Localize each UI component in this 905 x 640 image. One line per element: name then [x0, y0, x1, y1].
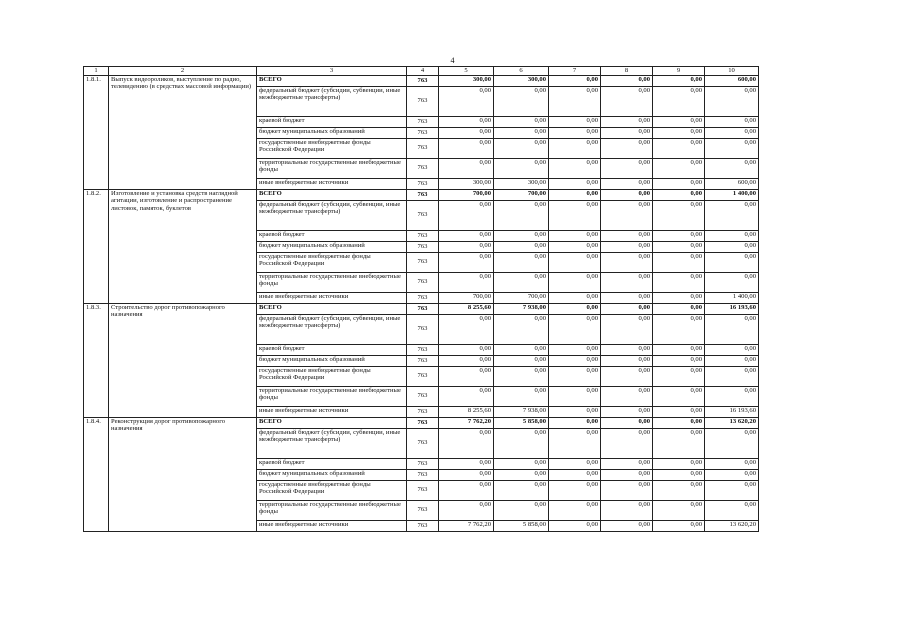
- funding-source: государственные внебюджетные фонды Российской Федерации: [257, 138, 407, 158]
- funding-source: государственные внебюджетные фонды Российской Федерации: [257, 366, 407, 386]
- amount-cell: 16 193,60: [705, 406, 759, 417]
- amount-cell: 0,00: [601, 303, 653, 314]
- funding-source: ВСЕГО: [257, 303, 407, 314]
- amount-cell: 0,00: [653, 200, 705, 230]
- budget-code: 763: [407, 230, 439, 241]
- amount-cell: 0,00: [439, 158, 494, 178]
- amount-cell: 0,00: [653, 417, 705, 428]
- item-name: Строительство дорог противопожарного назначения: [109, 303, 257, 417]
- amount-cell: 0,00: [439, 469, 494, 480]
- funding-source: федеральный бюджет (субсидии, субвенции, иные межбюджетные трансферты): [257, 428, 407, 458]
- funding-source: государственные внебюджетные фонды Российской Федерации: [257, 252, 407, 272]
- amount-cell: 0,00: [494, 252, 549, 272]
- budget-code: 763: [407, 241, 439, 252]
- amount-cell: 300,00: [439, 178, 494, 189]
- amount-cell: 0,00: [549, 520, 601, 531]
- amount-cell: 0,00: [705, 344, 759, 355]
- amount-cell: 0,00: [494, 428, 549, 458]
- amount-cell: 0,00: [439, 252, 494, 272]
- budget-code: 763: [407, 366, 439, 386]
- budget-code: 763: [407, 406, 439, 417]
- funding-source: государственные внебюджетные фонды Российской Федерации: [257, 480, 407, 500]
- budget-code: 763: [407, 272, 439, 292]
- amount-cell: 0,00: [653, 303, 705, 314]
- funding-source: территориальные государственные внебюджетные фонды: [257, 158, 407, 178]
- col-header: 9: [653, 67, 705, 76]
- budget-code: 763: [407, 86, 439, 116]
- amount-cell: 0,00: [653, 75, 705, 86]
- budget-code: 763: [407, 386, 439, 406]
- amount-cell: 0,00: [549, 158, 601, 178]
- amount-cell: 0,00: [439, 138, 494, 158]
- amount-cell: 0,00: [601, 230, 653, 241]
- amount-cell: 0,00: [601, 344, 653, 355]
- table-body: [84, 67, 759, 532]
- amount-cell: 700,00: [439, 292, 494, 303]
- amount-cell: 0,00: [601, 469, 653, 480]
- amount-cell: 0,00: [601, 417, 653, 428]
- amount-cell: 0,00: [439, 480, 494, 500]
- budget-code: 763: [407, 252, 439, 272]
- budget-code: 763: [407, 458, 439, 469]
- amount-cell: 0,00: [549, 386, 601, 406]
- amount-cell: 0,00: [494, 355, 549, 366]
- amount-cell: 0,00: [549, 127, 601, 138]
- budget-table: [83, 66, 759, 532]
- funding-source: федеральный бюджет (субсидии, субвенции, иные межбюджетные трансферты): [257, 314, 407, 344]
- budget-code: 763: [407, 303, 439, 314]
- amount-cell: 0,00: [549, 355, 601, 366]
- amount-cell: 0,00: [439, 200, 494, 230]
- amount-cell: 0,00: [494, 366, 549, 386]
- amount-cell: 0,00: [705, 386, 759, 406]
- amount-cell: 0,00: [494, 500, 549, 520]
- amount-cell: 0,00: [439, 314, 494, 344]
- amount-cell: 0,00: [439, 127, 494, 138]
- amount-cell: 0,00: [601, 292, 653, 303]
- amount-cell: 0,00: [705, 355, 759, 366]
- amount-cell: 0,00: [494, 314, 549, 344]
- amount-cell: 0,00: [549, 406, 601, 417]
- amount-cell: 13 620,20: [705, 520, 759, 531]
- budget-code: 763: [407, 127, 439, 138]
- amount-cell: 0,00: [653, 480, 705, 500]
- col-header: 3: [257, 67, 407, 76]
- amount-cell: 0,00: [494, 480, 549, 500]
- funding-source: иные внебюджетные источники: [257, 178, 407, 189]
- budget-code: 763: [407, 480, 439, 500]
- amount-cell: 0,00: [653, 520, 705, 531]
- budget-code: 763: [407, 417, 439, 428]
- amount-cell: 0,00: [653, 86, 705, 116]
- amount-cell: 7 938,00: [494, 303, 549, 314]
- amount-cell: 5 858,00: [494, 417, 549, 428]
- funding-source: федеральный бюджет (субсидии, субвенции, иные межбюджетные трансферты): [257, 200, 407, 230]
- amount-cell: 0,00: [549, 500, 601, 520]
- amount-cell: 0,00: [601, 428, 653, 458]
- funding-source: иные внебюджетные источники: [257, 292, 407, 303]
- funding-source: территориальные государственные внебюджетные фонды: [257, 272, 407, 292]
- amount-cell: 0,00: [439, 344, 494, 355]
- amount-cell: 0,00: [653, 178, 705, 189]
- amount-cell: 0,00: [549, 241, 601, 252]
- funding-source: бюджет муниципальных образований: [257, 241, 407, 252]
- amount-cell: 0,00: [705, 272, 759, 292]
- amount-cell: 0,00: [601, 272, 653, 292]
- amount-cell: 0,00: [705, 458, 759, 469]
- table-row: [84, 417, 759, 428]
- amount-cell: 0,00: [653, 127, 705, 138]
- budget-code: 763: [407, 314, 439, 344]
- amount-cell: 0,00: [601, 355, 653, 366]
- table-row: [84, 75, 759, 86]
- amount-cell: 0,00: [549, 272, 601, 292]
- amount-cell: 300,00: [494, 75, 549, 86]
- table-row: [84, 303, 759, 314]
- amount-cell: 0,00: [549, 314, 601, 344]
- amount-cell: 700,00: [494, 189, 549, 200]
- amount-cell: 0,00: [705, 252, 759, 272]
- amount-cell: 16 193,60: [705, 303, 759, 314]
- funding-source: бюджет муниципальных образований: [257, 469, 407, 480]
- amount-cell: 0,00: [439, 428, 494, 458]
- budget-code: 763: [407, 344, 439, 355]
- amount-cell: 0,00: [601, 189, 653, 200]
- item-number: 1.8.3.: [84, 303, 109, 417]
- amount-cell: 0,00: [705, 428, 759, 458]
- amount-cell: 0,00: [601, 116, 653, 127]
- funding-source: ВСЕГО: [257, 189, 407, 200]
- amount-cell: 0,00: [653, 355, 705, 366]
- amount-cell: 700,00: [494, 292, 549, 303]
- amount-cell: 0,00: [653, 386, 705, 406]
- amount-cell: 0,00: [653, 458, 705, 469]
- amount-cell: 0,00: [653, 241, 705, 252]
- amount-cell: 0,00: [601, 500, 653, 520]
- amount-cell: 1 400,00: [705, 292, 759, 303]
- amount-cell: 0,00: [601, 406, 653, 417]
- amount-cell: 0,00: [653, 500, 705, 520]
- funding-source: краевой бюджет: [257, 230, 407, 241]
- amount-cell: 0,00: [549, 138, 601, 158]
- amount-cell: 0,00: [653, 469, 705, 480]
- budget-code: 763: [407, 116, 439, 127]
- budget-code: 763: [407, 200, 439, 230]
- amount-cell: 0,00: [705, 500, 759, 520]
- budget-code: 763: [407, 469, 439, 480]
- funding-source: ВСЕГО: [257, 417, 407, 428]
- amount-cell: 0,00: [601, 178, 653, 189]
- amount-cell: 0,00: [705, 366, 759, 386]
- amount-cell: 0,00: [705, 138, 759, 158]
- funding-source: иные внебюджетные источники: [257, 406, 407, 417]
- budget-code: 763: [407, 500, 439, 520]
- amount-cell: 0,00: [549, 428, 601, 458]
- col-header: 8: [601, 67, 653, 76]
- amount-cell: 0,00: [494, 272, 549, 292]
- amount-cell: 0,00: [494, 138, 549, 158]
- item-number: 1.8.4.: [84, 417, 109, 531]
- amount-cell: 0,00: [494, 230, 549, 241]
- amount-cell: 0,00: [653, 116, 705, 127]
- funding-source: иные внебюджетные источники: [257, 520, 407, 531]
- col-header: 4: [407, 67, 439, 76]
- amount-cell: 0,00: [601, 314, 653, 344]
- amount-cell: 8 255,60: [439, 303, 494, 314]
- amount-cell: 0,00: [705, 86, 759, 116]
- col-header: 10: [705, 67, 759, 76]
- amount-cell: 0,00: [439, 386, 494, 406]
- amount-cell: 0,00: [653, 406, 705, 417]
- budget-code: 763: [407, 355, 439, 366]
- amount-cell: 300,00: [439, 75, 494, 86]
- amount-cell: 8 255,60: [439, 406, 494, 417]
- funding-source: краевой бюджет: [257, 116, 407, 127]
- amount-cell: 0,00: [705, 116, 759, 127]
- amount-cell: 0,00: [705, 230, 759, 241]
- amount-cell: 600,00: [705, 178, 759, 189]
- amount-cell: 0,00: [494, 200, 549, 230]
- amount-cell: 0,00: [601, 200, 653, 230]
- col-header: 2: [109, 67, 257, 76]
- budget-code: 763: [407, 178, 439, 189]
- amount-cell: 7 938,00: [494, 406, 549, 417]
- amount-cell: 0,00: [494, 127, 549, 138]
- amount-cell: 0,00: [549, 366, 601, 386]
- budget-code: 763: [407, 428, 439, 458]
- amount-cell: 0,00: [653, 252, 705, 272]
- item-number: 1.8.2.: [84, 189, 109, 303]
- amount-cell: 0,00: [494, 158, 549, 178]
- amount-cell: 0,00: [601, 386, 653, 406]
- table-row: [84, 189, 759, 200]
- amount-cell: 0,00: [705, 314, 759, 344]
- budget-code: 763: [407, 138, 439, 158]
- amount-cell: 0,00: [439, 355, 494, 366]
- amount-cell: 0,00: [549, 75, 601, 86]
- amount-cell: 0,00: [549, 344, 601, 355]
- amount-cell: 0,00: [705, 480, 759, 500]
- amount-cell: 0,00: [705, 158, 759, 178]
- amount-cell: 0,00: [439, 272, 494, 292]
- amount-cell: 0,00: [494, 469, 549, 480]
- amount-cell: 0,00: [653, 428, 705, 458]
- amount-cell: 0,00: [549, 469, 601, 480]
- col-header: 6: [494, 67, 549, 76]
- col-header: 1: [84, 67, 109, 76]
- funding-source: бюджет муниципальных образований: [257, 355, 407, 366]
- amount-cell: 0,00: [549, 303, 601, 314]
- item-number: 1.8.1.: [84, 75, 109, 189]
- amount-cell: 0,00: [601, 241, 653, 252]
- amount-cell: 0,00: [549, 116, 601, 127]
- amount-cell: 0,00: [601, 75, 653, 86]
- amount-cell: 0,00: [601, 458, 653, 469]
- amount-cell: 0,00: [494, 116, 549, 127]
- funding-source: краевой бюджет: [257, 344, 407, 355]
- amount-cell: 0,00: [653, 366, 705, 386]
- funding-source: федеральный бюджет (субсидии, субвенции, иные межбюджетные трансферты): [257, 86, 407, 116]
- amount-cell: 0,00: [494, 458, 549, 469]
- amount-cell: 7 762,20: [439, 520, 494, 531]
- col-header: 5: [439, 67, 494, 76]
- funding-source: территориальные государственные внебюджетные фонды: [257, 386, 407, 406]
- amount-cell: 0,00: [653, 230, 705, 241]
- amount-cell: 1 400,00: [705, 189, 759, 200]
- amount-cell: 0,00: [705, 127, 759, 138]
- amount-cell: 0,00: [601, 480, 653, 500]
- item-name: Выпуск видеороликов, выступление по радио, телевидению (в средствах массовой информации): [109, 75, 257, 189]
- amount-cell: 0,00: [549, 292, 601, 303]
- amount-cell: 0,00: [653, 292, 705, 303]
- amount-cell: 0,00: [439, 86, 494, 116]
- amount-cell: 0,00: [705, 200, 759, 230]
- item-name: Изготовление и установка средств наглядной агитации, изготовление и распространение листовок, памяток, буклетов: [109, 189, 257, 303]
- amount-cell: 600,00: [705, 75, 759, 86]
- budget-code: 763: [407, 75, 439, 86]
- page-number: 4: [450, 56, 455, 65]
- col-header: 7: [549, 67, 601, 76]
- amount-cell: 0,00: [549, 86, 601, 116]
- amount-cell: 0,00: [705, 469, 759, 480]
- amount-cell: 0,00: [601, 86, 653, 116]
- amount-cell: 300,00: [494, 178, 549, 189]
- amount-cell: 0,00: [439, 241, 494, 252]
- amount-cell: 0,00: [653, 158, 705, 178]
- amount-cell: 0,00: [601, 138, 653, 158]
- amount-cell: 0,00: [439, 230, 494, 241]
- amount-cell: 0,00: [549, 458, 601, 469]
- amount-cell: 0,00: [653, 272, 705, 292]
- amount-cell: 0,00: [705, 241, 759, 252]
- budget-code: 763: [407, 189, 439, 200]
- amount-cell: 13 620,20: [705, 417, 759, 428]
- amount-cell: 0,00: [601, 366, 653, 386]
- amount-cell: 0,00: [549, 200, 601, 230]
- amount-cell: 0,00: [439, 500, 494, 520]
- amount-cell: 0,00: [494, 386, 549, 406]
- budget-code: 763: [407, 520, 439, 531]
- amount-cell: 0,00: [494, 86, 549, 116]
- amount-cell: 0,00: [653, 344, 705, 355]
- amount-cell: 0,00: [601, 127, 653, 138]
- amount-cell: 0,00: [653, 138, 705, 158]
- item-name: Реконструкция дорог противопожарного назначения: [109, 417, 257, 531]
- amount-cell: 700,00: [439, 189, 494, 200]
- funding-source: краевой бюджет: [257, 458, 407, 469]
- amount-cell: 0,00: [549, 189, 601, 200]
- funding-source: ВСЕГО: [257, 75, 407, 86]
- amount-cell: 0,00: [549, 230, 601, 241]
- amount-cell: 0,00: [549, 480, 601, 500]
- amount-cell: 0,00: [601, 252, 653, 272]
- amount-cell: 0,00: [549, 252, 601, 272]
- amount-cell: 0,00: [653, 189, 705, 200]
- budget-code: 763: [407, 292, 439, 303]
- amount-cell: 0,00: [601, 158, 653, 178]
- amount-cell: 7 762,20: [439, 417, 494, 428]
- amount-cell: 0,00: [549, 178, 601, 189]
- budget-code: 763: [407, 158, 439, 178]
- amount-cell: 0,00: [439, 116, 494, 127]
- amount-cell: 0,00: [439, 366, 494, 386]
- funding-source: территориальные государственные внебюджетные фонды: [257, 500, 407, 520]
- column-number-row: [84, 67, 759, 76]
- amount-cell: 0,00: [601, 520, 653, 531]
- amount-cell: 5 858,00: [494, 520, 549, 531]
- amount-cell: 0,00: [494, 241, 549, 252]
- amount-cell: 0,00: [653, 314, 705, 344]
- funding-source: бюджет муниципальных образований: [257, 127, 407, 138]
- amount-cell: 0,00: [439, 458, 494, 469]
- amount-cell: 0,00: [549, 417, 601, 428]
- amount-cell: 0,00: [494, 344, 549, 355]
